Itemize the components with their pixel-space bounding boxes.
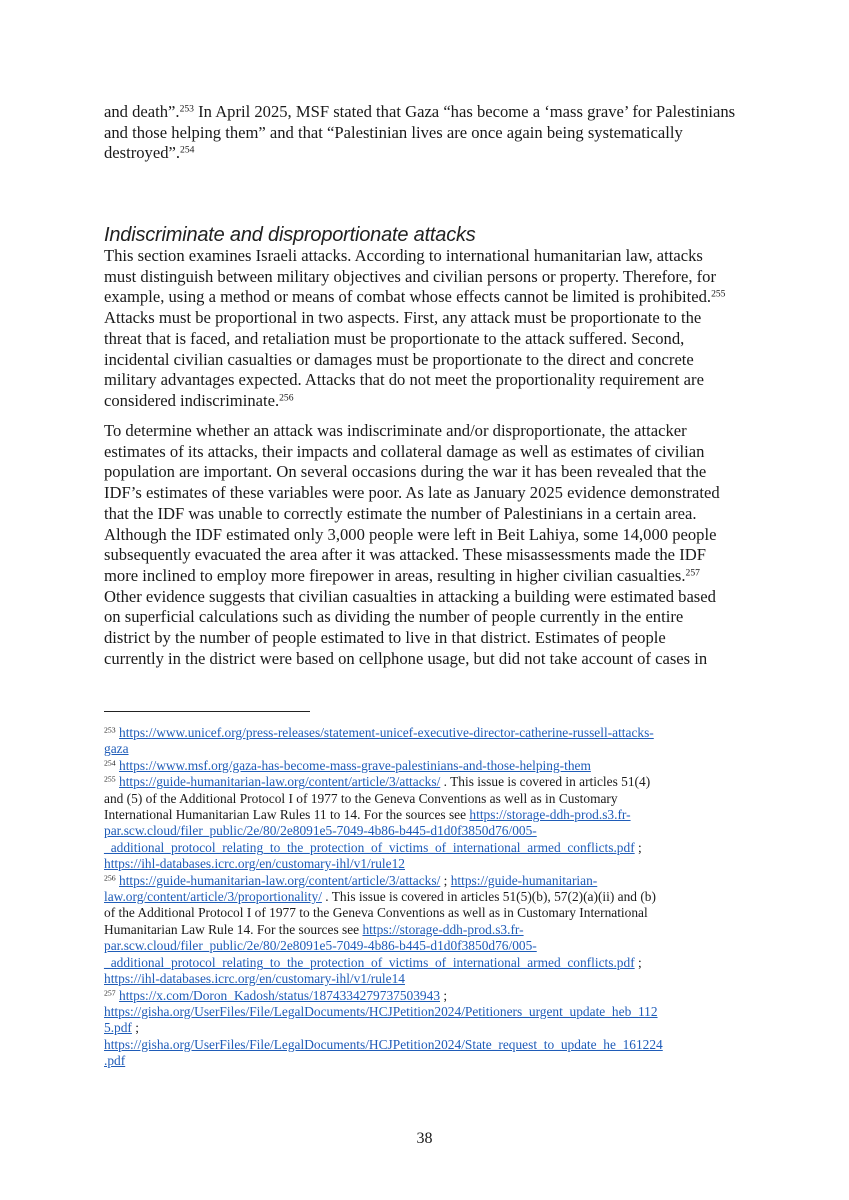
text-line (104, 955, 663, 971)
text-line (104, 442, 720, 463)
footnote-link[interactable]: _additional_protocol_relating_to_the_protection_of_victims_of_international_armed_conflicts.pdf (104, 839, 635, 855)
text-line (104, 329, 725, 350)
footnote-reference: 256 (104, 873, 116, 883)
text-line (104, 308, 725, 329)
text-run: ; (440, 872, 451, 888)
text-run: . This issue is covered in articles 51(5)(b), 57(2)(a)(ii) and (b) (321, 889, 656, 905)
text-line (104, 607, 720, 628)
text-line (104, 102, 735, 123)
text-line (104, 725, 663, 741)
text-line (104, 905, 663, 921)
text-line (104, 267, 725, 288)
text-run: destroyed”. (104, 143, 181, 163)
footnote-reference: 254 (180, 145, 195, 157)
footnote-link[interactable]: law.org/content/article/3/proportionality/ (104, 889, 322, 905)
page-number: 38 (416, 1130, 433, 1147)
footnote-link[interactable]: par.scw.cloud/filer_public/2e/80/2e8091e5-7049-4b86-b445-d1d0f3850d76/005- (104, 823, 537, 839)
footnote-link[interactable]: 5.pdf (104, 1020, 132, 1036)
text-line (104, 1037, 663, 1053)
text-run: . This issue is covered in articles 51(4) (440, 774, 651, 790)
text-line (104, 587, 720, 608)
text-run: ; (131, 1020, 139, 1036)
footnote-link[interactable]: https://storage-ddh-prod.s3.fr- (362, 921, 524, 937)
footnote-link[interactable]: gaza (104, 741, 129, 757)
text-line (104, 774, 663, 790)
text-run: more inclined to employ more firepower in areas, resulting in higher civilian casualties. (104, 565, 686, 585)
text-run: Other evidence suggests that civilian casualties in attacking a building were estimated based (104, 586, 716, 606)
text-line (104, 504, 720, 525)
footnote-link[interactable]: https://ihl-databases.icrc.org/en/customary-ihl/v1/rule14 (104, 971, 405, 987)
text-line (104, 123, 735, 144)
text-line (104, 628, 720, 649)
text-line (104, 1020, 663, 1036)
text-run: incidental civilian casualties or damages must be proportionate to the direct and concrete (104, 349, 694, 369)
text-line (104, 1004, 663, 1020)
text-line (104, 873, 663, 889)
text-line (104, 1053, 663, 1069)
text-line (104, 246, 725, 267)
footnote-link[interactable]: https://x.com/Doron_Kadosh/status/1874334279737503943 (119, 987, 441, 1003)
text-run: and death”. (104, 102, 180, 121)
footnote-link[interactable]: par.scw.cloud/filer_public/2e/80/2e8091e5-7049-4b86-b445-d1d0f3850d76/005- (104, 938, 537, 954)
text-run: considered indiscriminate. (104, 390, 280, 410)
text-run: must distinguish between military objectives and civilian persons or property. Therefore, for (104, 266, 716, 286)
paragraph-estimates (104, 421, 720, 669)
text-run: on superficial calculations such as dividing the number of people currently in the entire (104, 607, 684, 627)
text-line (104, 287, 725, 308)
text-run: This section examines Israeli attacks. According to international humanitarian law, attacks (104, 246, 703, 265)
text-line (104, 823, 663, 839)
text-line (104, 741, 663, 757)
footnote-reference: 253 (104, 725, 116, 735)
footnote-link[interactable]: _additional_protocol_relating_to_the_protection_of_victims_of_international_armed_conflicts.pdf (104, 954, 635, 970)
text-run: example, using a method or means of combat whose effects cannot be limited is prohibited. (104, 287, 712, 307)
footnote-link[interactable]: https://guide-humanitarian-law.org/content/article/3/attacks/ (119, 872, 441, 888)
text-run: In April 2025, MSF stated that Gaza “has become a ‘mass grave’ for Palestinians (193, 102, 736, 121)
footnote-reference: 256 (279, 392, 294, 404)
text-run: subsequently evacuated the area after it was attacked. These misassessments made the IDF (104, 545, 706, 565)
text-run: ; (634, 954, 642, 970)
footnote-link[interactable]: https://ihl-databases.icrc.org/en/customary-ihl/v1/rule12 (104, 856, 405, 872)
text-line (104, 391, 725, 412)
section-heading: Indiscriminate and disproportionate attacks (104, 224, 476, 246)
text-line (104, 545, 720, 566)
text-run: Although the IDF estimated only 3,000 people were left in Beit Lahiya, some 14,000 people (104, 524, 717, 544)
text-line (104, 807, 663, 823)
text-run: To determine whether an attack was indiscriminate and/or disproportionate, the attacker (104, 421, 687, 440)
footnote-divider (104, 711, 310, 712)
text-line (104, 483, 720, 504)
footnote-reference: 257 (104, 988, 116, 998)
text-line (104, 971, 663, 987)
text-line (104, 649, 720, 670)
footnote-link[interactable]: https://storage-ddh-prod.s3.fr- (469, 807, 631, 823)
footnotes (104, 725, 663, 1070)
footnote-reference: 253 (179, 103, 194, 115)
text-line (104, 462, 720, 483)
text-line (104, 840, 663, 856)
footnote-link[interactable]: .pdf (104, 1053, 126, 1069)
paragraph-attacks-law (104, 246, 725, 412)
footnote-link[interactable]: https://gisha.org/UserFiles/File/LegalDocuments/HCJPetition2024/Petitioners_urgent_update_heb_112 (104, 1003, 658, 1019)
footnote-link[interactable]: https://guide-humanitarian- (450, 872, 598, 888)
text-line (104, 758, 663, 774)
footnote-reference: 255 (104, 774, 116, 784)
text-line (104, 525, 720, 546)
footnote-reference: 257 (685, 567, 700, 579)
text-run: and (5) of the Additional Protocol I of 1977 to the Geneva Conventions as well as in Customary (104, 790, 618, 806)
text-line (104, 922, 663, 938)
text-run: that the IDF was unable to correctly estimate the number of Palestinians in a certain area. (104, 503, 697, 523)
text-run: Attacks must be proportional in two aspects. First, any attack must be proportionate to the (104, 308, 702, 328)
footnote-link[interactable]: https://guide-humanitarian-law.org/content/article/3/attacks/ (119, 774, 441, 790)
text-run: district by the number of people estimated to live in that district. Estimates of people (104, 628, 666, 648)
text-line (104, 566, 720, 587)
text-run: IDF’s estimates of these variables were poor. As late as January 2025 evidence demonstrated (104, 483, 720, 503)
text-line (104, 856, 663, 872)
text-line (104, 791, 663, 807)
text-run: threat that is faced, and retaliation must be proportionate to the attack suffered. Second, (104, 328, 685, 348)
footnote-link[interactable]: https://www.unicef.org/press-releases/statement-unicef-executive-director-catherine-russell-attacks- (119, 725, 654, 740)
text-line (104, 143, 735, 164)
text-run: currently in the district were based on cellphone usage, but did not take account of cases in (104, 648, 708, 668)
text-line (104, 938, 663, 954)
text-run: International Humanitarian Law Rules 11 to 14. For the sources see (104, 807, 470, 823)
footnote-reference: 254 (104, 758, 116, 768)
paragraph-intro (104, 102, 735, 164)
text-run: ; (634, 839, 642, 855)
text-line (104, 889, 663, 905)
text-line (104, 370, 725, 391)
text-line (104, 421, 720, 442)
text-run: of the Additional Protocol I of 1977 to the Geneva Conventions as well as in Customary International (104, 905, 648, 921)
footnote-reference: 255 (711, 289, 726, 301)
text-line (104, 350, 725, 371)
footnote-link[interactable]: https://www.msf.org/gaza-has-become-mass-grave-palestinians-and-those-helping-them (119, 757, 591, 773)
footnote-link[interactable]: https://gisha.org/UserFiles/File/LegalDocuments/HCJPetition2024/State_request_to_update_he_161224 (104, 1036, 663, 1052)
text-run: military advantages expected. Attacks that do not meet the proportionality requirement are (104, 370, 704, 390)
text-line (104, 988, 663, 1004)
text-run: ; (440, 987, 448, 1003)
text-run: estimates of its attacks, their impacts and collateral damage as well as estimates of civilian (104, 441, 705, 461)
text-run: and those helping them” and that “Palestinian lives are once again being systematically (104, 122, 683, 142)
text-run: Humanitarian Law Rule 14. For the sources see (104, 921, 363, 937)
text-run: population are important. On several occasions during the war it has been revealed that the (104, 462, 707, 482)
